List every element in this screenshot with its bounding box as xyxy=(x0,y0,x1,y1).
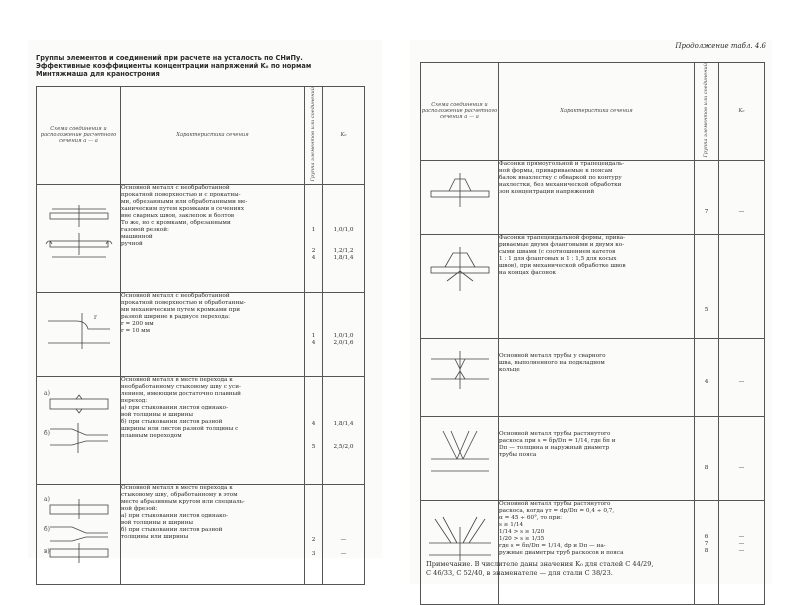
characteristic-cell: Основной металл с необработанной прокатной поверхностью и обработанны- ми механическим путем кромками при разной ширине в радиусе перехода: r = 200 мм r = 10 мм xyxy=(121,292,305,376)
k-cell: 1,0/1,0 2,0/1,6 xyxy=(323,292,365,376)
group-cell: 8 xyxy=(695,416,719,500)
table-header-row xyxy=(421,63,765,161)
width-transition-sketch-icon xyxy=(42,299,116,359)
title-line: Группы элементов и соединений при расчете на усталость по СНиПу. xyxy=(36,54,303,62)
svg-text:r: r xyxy=(93,313,97,321)
table-title xyxy=(36,54,366,79)
table-header-row xyxy=(37,87,365,185)
characteristic-cell: Основной металл в месте перехода к необработанному стыковому шву с уси- лением, имеющим достаточно плавный переход: а) при стыковании листов одинако- вой толщины и ширины б) при стыковании листов разной ширины или листов разной толщины с плавным переходом xyxy=(121,376,305,484)
header-scheme: Схема соединения и расположение расчетного сечения а — а xyxy=(37,87,121,185)
group-cell: 6 7 8 xyxy=(695,500,719,604)
header-group: Группа элементов или соединений xyxy=(695,63,719,161)
scheme-sketch xyxy=(421,234,499,338)
butt-weld-sketch-icon xyxy=(42,383,116,467)
k-cell: — xyxy=(719,416,765,500)
group-cell: 4 5 xyxy=(305,376,323,484)
group-cell: 1 2 4 xyxy=(305,184,323,292)
scheme-sketch xyxy=(37,484,121,584)
k-cell: 1,8/1,4 2,5/2,0 xyxy=(323,376,365,484)
table-row xyxy=(37,292,365,376)
group-cell: 7 xyxy=(695,160,719,234)
k-cell: — — — xyxy=(719,500,765,604)
gusset-sketch-icon xyxy=(425,167,495,221)
svg-text:в): в) xyxy=(43,547,50,555)
scheme-sketch xyxy=(421,338,499,416)
k-cell: 1,0/1,0 1,2/1,2 1,8/1,4 xyxy=(323,184,365,292)
k-cell: — — xyxy=(323,484,365,584)
header-characteristic: Характеристика сечения xyxy=(121,87,305,185)
pipe-k-joint-sketch-icon xyxy=(425,507,495,567)
k-cell xyxy=(719,234,765,338)
table-row xyxy=(37,484,365,584)
header-group: Группа элементов или соединений xyxy=(305,87,323,185)
svg-text:а): а) xyxy=(43,495,50,503)
k-cell: — xyxy=(719,338,765,416)
group-cell: 1 4 xyxy=(305,292,323,376)
ground-weld-sketch-icon xyxy=(42,491,116,571)
scheme-sketch xyxy=(37,376,121,484)
k-cell: — xyxy=(719,160,765,234)
left-table xyxy=(36,86,365,585)
scheme-sketch xyxy=(37,184,121,292)
table-row xyxy=(421,160,765,234)
table-row xyxy=(37,376,365,484)
plate-sketch-icon xyxy=(42,191,116,271)
table-row xyxy=(37,184,365,292)
footnote-line: Примечание. В числителе даны значения K₀ для сталей С 44/29, xyxy=(426,560,654,568)
group-cell: 4 xyxy=(695,338,719,416)
table-row xyxy=(421,338,765,416)
title-line: Минтяжмаша для кранострония xyxy=(36,70,160,79)
header-characteristic: Характеристика сечения xyxy=(499,63,695,161)
pipe-ring-sketch-icon xyxy=(425,345,495,395)
table-row xyxy=(421,234,765,338)
group-cell: 2 3 xyxy=(305,484,323,584)
scheme-sketch xyxy=(421,500,499,604)
characteristic-cell: Основной металл с необработанной прокатной поверхностью и с прокатны- ми, обрезанными или обработанными ме- ханическим путем кромками в сечениях вне сварных швов, заклепок и болтов То же, но с кромками, обрезанными газовой резкой: машинной ручной xyxy=(121,184,305,292)
table-row xyxy=(421,500,765,604)
characteristic-cell: Основной металл трубы у сварного шва, выполненного на подкладном кольце xyxy=(499,338,695,416)
scheme-sketch xyxy=(421,416,499,500)
characteristic-cell: Основной металл в месте перехода к стыковому шву, обработанному в этом месте абразивным кругом или специаль- ной фрезой: а) при стыковании листов одинако- вой толщины и ширины б) при стыковании листов разной толщины или ширины xyxy=(121,484,305,584)
continuation-label: Продолжение табл. 4.6 xyxy=(675,42,766,50)
characteristic-cell: Основной металл трубы растянутого раскоса при s = δр/Dп = 1/14, где δп и Dп — толщина и наружный диаметр трубы пояса xyxy=(499,416,695,500)
characteristic-cell: Фасонки прямоугольной и трапецеидаль- ной формы, привариваемые к поясам балок внахлестку с обваркой по контуру нахлестки, без механической обработки зон концентрации напряжений xyxy=(499,160,695,234)
scheme-sketch xyxy=(421,160,499,234)
header-k: K₀ xyxy=(719,63,765,161)
svg-text:б): б) xyxy=(43,429,50,437)
characteristic-cell: Фасонки трапецеидальной формы, прива- риваемые двумя фланговыми и двумя ко- сыми швами (с соотношением катетов 1 : 1 для фланговых и 1 : 1,5 для косых швов), при механической обработке швов на концах фасонок xyxy=(499,234,695,338)
footnote xyxy=(426,560,766,577)
header-scheme: Схема соединения и расположение расчетного сечения а — а xyxy=(421,63,499,161)
table-row xyxy=(421,416,765,500)
characteristic-cell: Основной металл трубы растянутого раскоса, когда γт = dр/Dп = 0,4 ÷ 0,7, α = 45 ÷ 60°, то при: s ≥ 1/14 1/14 > s ≥ 1/20 1/20 > s ≥ 1/35 где s = δп/Dп = 1/14, dр и Dп — на- ружные диаметры труб раскосов и пояса xyxy=(499,500,695,604)
pipe-brace-sketch-icon xyxy=(425,423,495,483)
group-cell: 5 xyxy=(695,234,719,338)
trapezoid-gusset-sketch-icon xyxy=(425,241,495,301)
title-line: Эффективные коэффициенты концентрации напряжений K₀ по нормам xyxy=(36,62,312,71)
right-table xyxy=(420,62,765,605)
scheme-sketch xyxy=(37,292,121,376)
svg-text:б): б) xyxy=(43,525,50,533)
svg-text:а): а) xyxy=(43,389,50,397)
header-k: K₀ xyxy=(323,87,365,185)
footnote-line: С 46/33, С 52/40, в знаменателе — для стали С 38/23. xyxy=(426,568,613,577)
